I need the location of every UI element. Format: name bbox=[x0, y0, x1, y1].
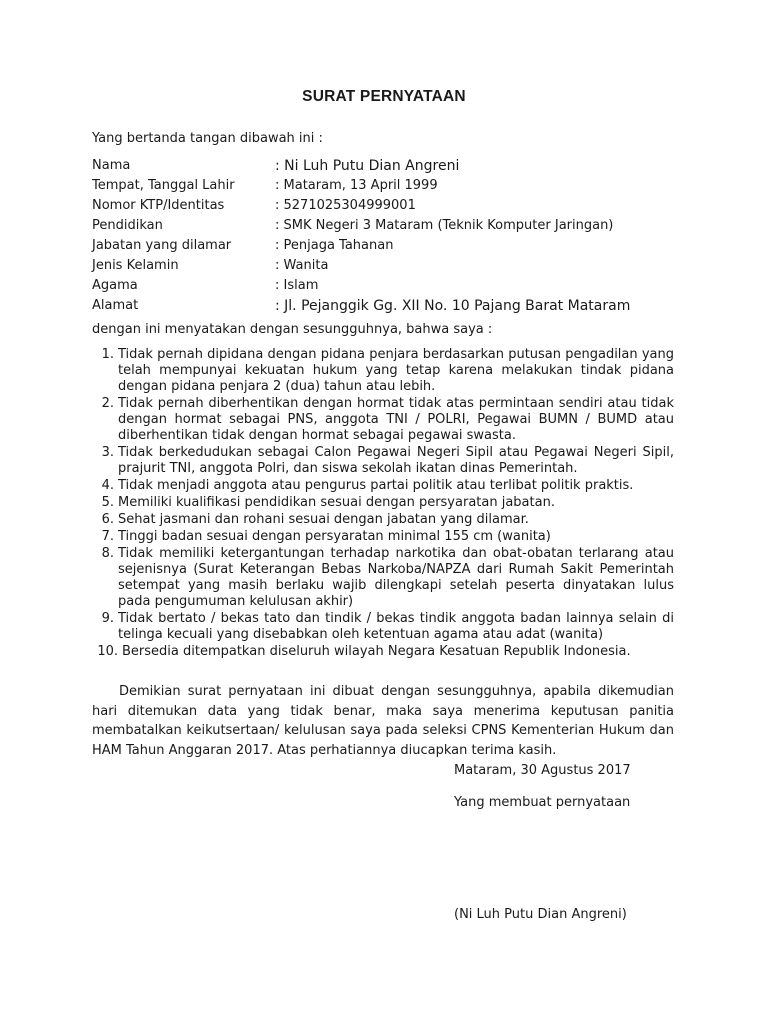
list-item bbox=[92, 495, 674, 511]
list-item-text: Tidak bertato / bekas tato dan tindik / bekas tindik anggota badan lainnya selain di telinga kecuali yang disebabkan oleh ketentuan agama atau adat (wanita) bbox=[118, 611, 674, 642]
identity-row-agama bbox=[92, 276, 672, 296]
list-item-text: Tidak memiliki ketergantungan terhadap narkotika dan obat-obatan terlarang atau sejenisnya (Surat Keterangan Bebas Narkoba/NAPZA dari Rumah Sakit Pemerintah setempat yang masih berlaku wajib dilengkapi setelah peserta dinyatakan lulus pada pengumuman kelulusan akhir) bbox=[118, 546, 674, 609]
intro-text: Yang bertanda tangan dibawah ini : bbox=[92, 131, 323, 146]
identity-row-jabatan bbox=[92, 236, 672, 256]
identity-row-jenis-kelamin bbox=[92, 256, 672, 276]
identity-label: Alamat bbox=[92, 298, 139, 313]
list-item-text: Tinggi badan sesuai dengan persyaratan minimal 155 cm (wanita) bbox=[118, 529, 551, 544]
list-item-text: Bersedia ditempatkan diseluruh wilayah Negara Kesatuan Republik Indonesia. bbox=[122, 644, 631, 659]
signature-role: Yang membuat pernyataan bbox=[454, 795, 631, 810]
statement-text: dengan ini menyatakan dengan sesungguhnya, bahwa saya : bbox=[92, 322, 493, 337]
list-item-text: Tidak pernah diberhentikan dengan hormat tidak atas permintaan sendiri atau tidak dengan hormat sebagai PNS, anggota TNI / POLRI, Pegawai BUMN / BUMD atau diberhentikan tidak dengan hormat sebagai pegawai swasta. bbox=[118, 396, 674, 443]
list-item-text: Memiliki kualifikasi pendidikan sesuai dengan persyaratan jabatan. bbox=[118, 495, 555, 510]
list-number: 5. bbox=[101, 495, 114, 510]
list-number: 2. bbox=[101, 396, 114, 411]
identity-value: : SMK Negeri 3 Mataram (Teknik Komputer Jaringan) bbox=[275, 218, 614, 233]
identity-row-alamat bbox=[92, 296, 672, 316]
identity-value: : Ni Luh Putu Dian Angreni bbox=[275, 158, 460, 174]
identity-label: Pendidikan bbox=[92, 218, 163, 233]
signature-name: (Ni Luh Putu Dian Angreni) bbox=[454, 907, 627, 922]
identity-row-nomor-ktp bbox=[92, 196, 672, 216]
list-number: 10. bbox=[97, 644, 118, 659]
list-item bbox=[92, 644, 674, 660]
identity-value: : Mataram, 13 April 1999 bbox=[275, 178, 438, 193]
list-number: 3. bbox=[101, 445, 114, 460]
identity-label: Jabatan yang dilamar bbox=[92, 238, 232, 253]
identity-row-nama bbox=[92, 156, 672, 176]
list-item bbox=[92, 512, 674, 528]
identity-label: Jenis Kelamin bbox=[92, 258, 179, 273]
list-item bbox=[92, 529, 674, 545]
list-item-text: Tidak pernah dipidana dengan pidana penjara berdasarkan putusan pengadilan yang telah mempunyai kekuatan hukum yang tetap karena melakukan tindak pidana dengan pidana penjara 2 (dua) tahun atau lebih. bbox=[118, 347, 674, 394]
closing-paragraph: Demikian surat pernyataan ini dibuat dengan sesungguhnya, apabila dikemudian hari ditemukan data yang tidak benar, maka saya menerima keputusan panitia membatalkan keikutsertaan/ kelulusan saya pada seleksi CPNS Kementerian Hukum dan HAM Tahun Anggaran 2017. Atas perhatiannya diucapkan terima kasih. bbox=[92, 684, 674, 758]
identity-value: : Jl. Pejanggik Gg. XII No. 10 Pajang Barat Mataram bbox=[275, 298, 631, 314]
list-item bbox=[92, 478, 674, 494]
identity-label: Agama bbox=[92, 278, 138, 293]
document-title: SURAT PERNYATAAN bbox=[302, 88, 466, 105]
list-number: 1. bbox=[101, 347, 114, 362]
identity-label: Tempat, Tanggal Lahir bbox=[92, 178, 235, 193]
list-number: 7. bbox=[101, 529, 114, 544]
identity-value: : Islam bbox=[275, 278, 319, 293]
identity-value: : Wanita bbox=[275, 258, 329, 273]
list-number: 8. bbox=[101, 546, 114, 561]
identity-table bbox=[92, 156, 672, 316]
list-number: 6. bbox=[101, 512, 114, 527]
statement-list bbox=[92, 347, 674, 661]
identity-label: Nama bbox=[92, 158, 131, 173]
signature-place-date: Mataram, 30 Agustus 2017 bbox=[454, 763, 631, 778]
list-item-text: Tidak menjadi anggota atau pengurus partai politik atau terlibat politik praktis. bbox=[118, 478, 634, 493]
list-item-text: Sehat jasmani dan rohani sesuai dengan jabatan yang dilamar. bbox=[118, 512, 529, 527]
identity-value: : Penjaga Tahanan bbox=[275, 238, 394, 253]
identity-row-pendidikan bbox=[92, 216, 672, 236]
identity-label: Nomor KTP/Identitas bbox=[92, 198, 225, 213]
identity-value: : 5271025304999001 bbox=[275, 198, 416, 213]
list-item bbox=[92, 445, 674, 477]
list-item bbox=[92, 611, 674, 643]
list-item-text: Tidak berkedudukan sebagai Calon Pegawai Negeri Sipil atau Pegawai Negeri Sipil, prajurit TNI, anggota Polri, dan siswa sekolah ikatan dinas Pemerintah. bbox=[118, 445, 674, 476]
list-item bbox=[92, 347, 674, 395]
list-item bbox=[92, 396, 674, 444]
list-number: 9. bbox=[101, 611, 114, 626]
list-item bbox=[92, 546, 674, 610]
identity-row-tempat-tanggal-lahir bbox=[92, 176, 672, 196]
list-number: 4. bbox=[101, 478, 114, 493]
